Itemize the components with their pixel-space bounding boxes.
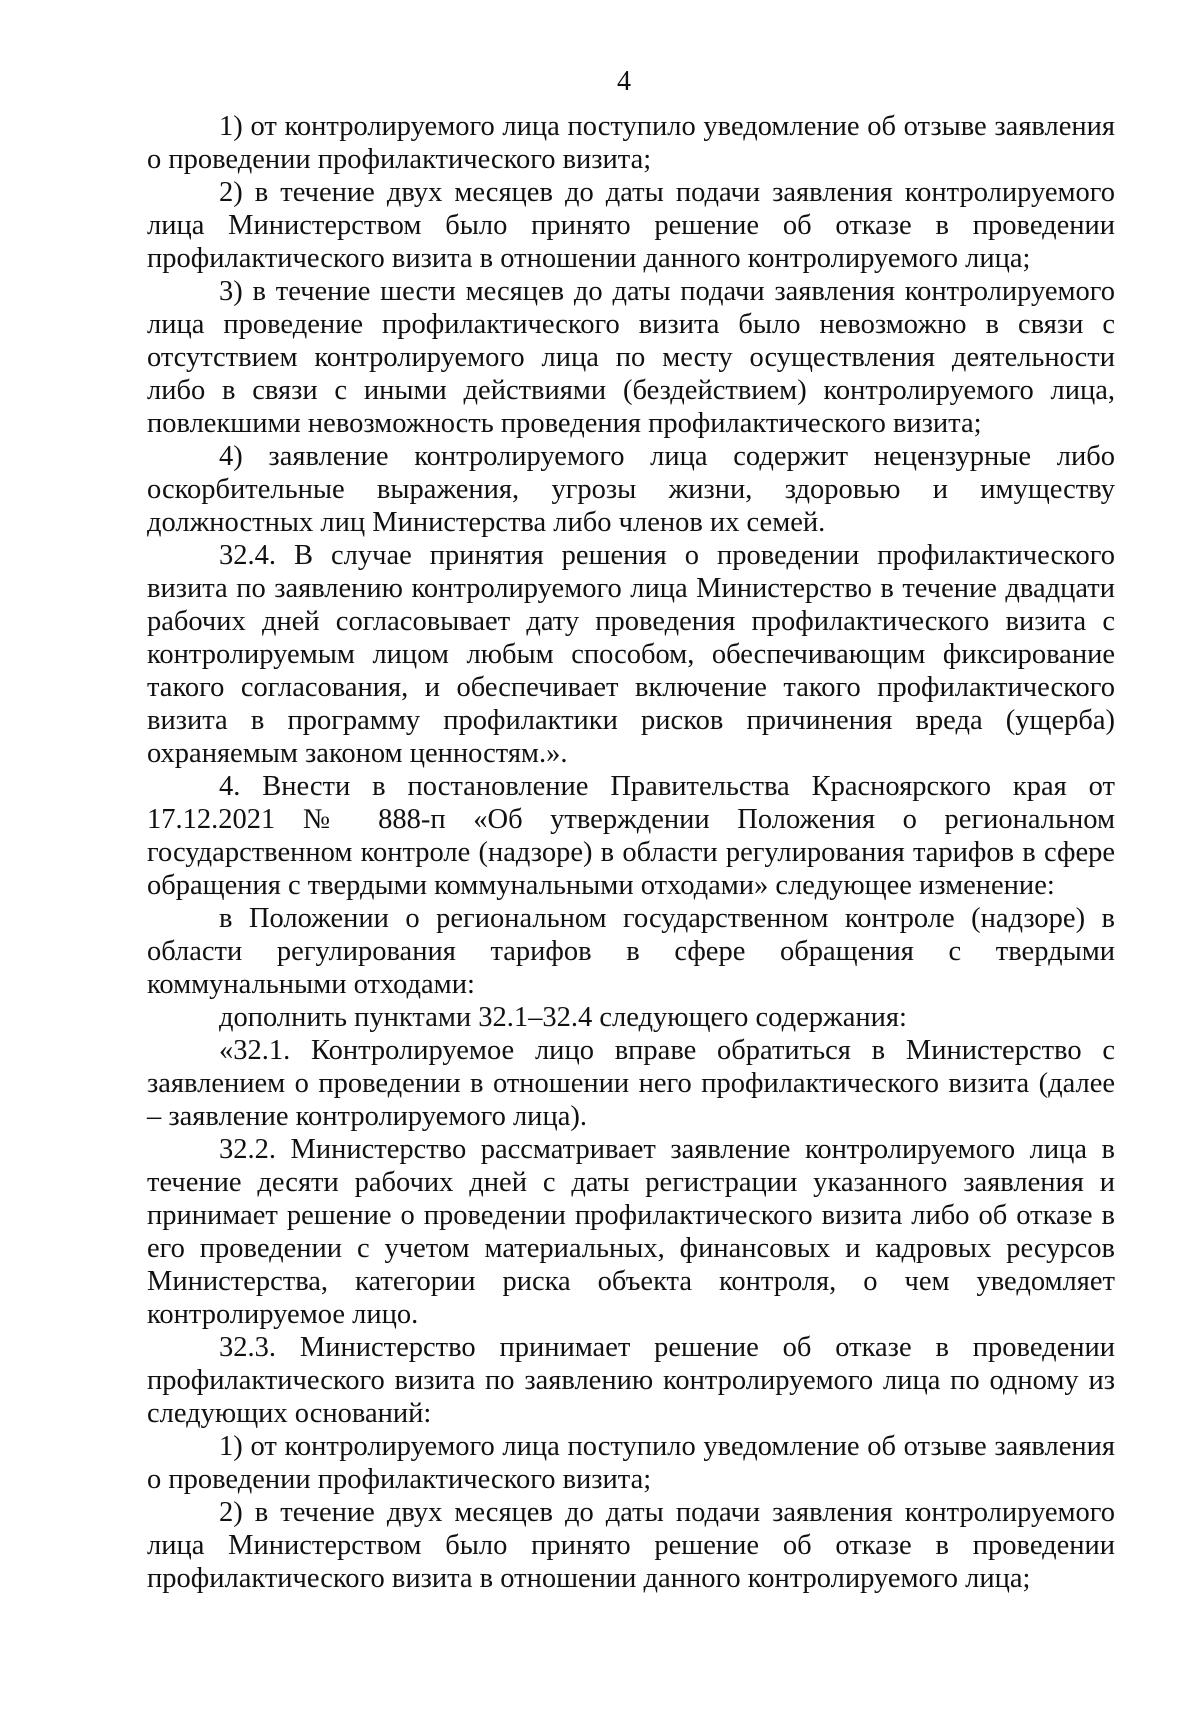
document-body — [147, 110, 1115, 1595]
paragraph-regulation-reference: в Положении о региональном государственном контроле (надзоре) в области регулирования тарифов в сфере обращения с твердыми коммунальными отходами: — [147, 903, 1115, 1000]
paragraph-item-3-visit-impossible: 3) в течение шести месяцев до даты подачи заявления контролируемого лица проведение профилактического визита было невозможно в связи с отсутствием контролируемого лица по месту осуществления деятельности либо в связи с иными действиями (бездействием) контролируемого лица, повлекшими невозможность проведения профилактического визита; — [147, 276, 1115, 439]
paragraph-item-2-prior-refusal: 2) в течение двух месяцев до даты подачи заявления контролируемого лица Министерством было принято решение об отказе в проведении профилактического визита в отношении данного контролируемого лица; — [147, 177, 1115, 274]
paragraph-item-4-offensive-content: 4) заявление контролируемого лица содержит нецензурные либо оскорбительные выражения, угрозы жизни, здоровью и имуществу должностных лиц Министерства либо членов их семей. — [147, 441, 1115, 538]
paragraph-clause-32-1: «32.1. Контролируемое лицо вправе обратиться в Министерство с заявлением о проведении в отношении него профилактического визита (далее – заявление контролируемого лица). — [147, 1035, 1115, 1132]
paragraph-clause-32-3: 32.3. Министерство принимает решение об отказе в проведении профилактического визита по заявлению контролируемого лица по одному из следующих оснований: — [147, 1332, 1115, 1429]
paragraph-item-1-notice-of-withdrawal: 1) от контролируемого лица поступило уведомление об отзыве заявления о проведении профилактического визита; — [147, 111, 1115, 175]
paragraph-clause-32-2: 32.2. Министерство рассматривает заявление контролируемого лица в течение десяти рабочих дней с даты регистрации указанного заявления и принимает решение о проведении профилактического визита либо об отказе в его проведении с учетом материальных, финансовых и кадровых ресурсов Министерства, категории риска объекта контроля, о чем уведомляет контролируемое лицо. — [147, 1134, 1115, 1330]
paragraph-section-4-amendment: 4. Внести в постановление Правительства Красноярского края от 17.12.2021 № 888-п «Об утверждении Положения о региональном государственном контроле (надзоре) в области регулирования тарифов в сфере обращения с твердыми коммунальными отходами» следующее изменение: — [147, 771, 1115, 901]
paragraph-clause-32-4: 32.4. В случае принятия решения о проведении профилактического визита по заявлению контролируемого лица Министерство в течение двадцати рабочих дней согласовывает дату проведения профилактического визита с контролируемым лицом любым способом, обеспечивающим фиксирование такого согласования, и обеспечивает включение такого профилактического визита в программу профилактики рисков причинения вреда (ущерба) охраняемым законом ценностям.». — [147, 540, 1115, 769]
paragraph-item-2-prior-refusal-repeat: 2) в течение двух месяцев до даты подачи заявления контролируемого лица Министерством было принято решение об отказе в проведении профилактического визита в отношении данного контролируемого лица; — [147, 1497, 1115, 1594]
page-number: 4 — [617, 66, 631, 97]
paragraph-item-1-notice-of-withdrawal-repeat: 1) от контролируемого лица поступило уведомление об отзыве заявления о проведении профилактического визита; — [147, 1431, 1115, 1495]
paragraph-add-clauses: дополнить пунктами 32.1–32.4 следующего содержания: — [219, 1002, 907, 1033]
